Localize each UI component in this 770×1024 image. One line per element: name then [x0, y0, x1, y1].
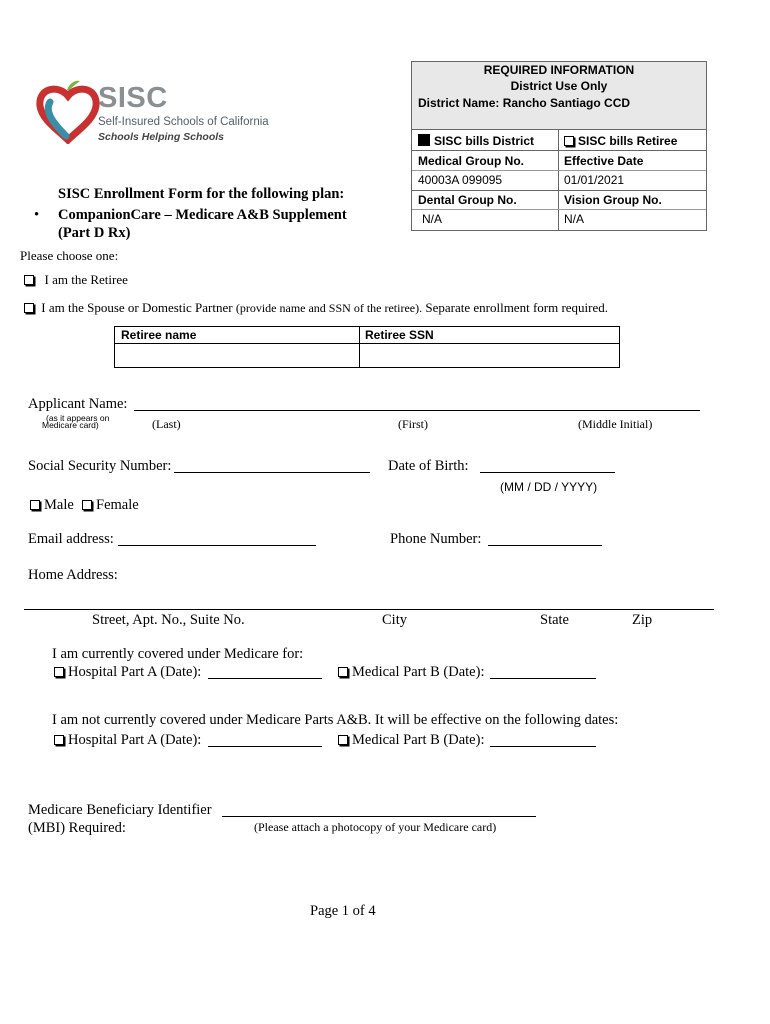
phone-field[interactable] — [488, 545, 602, 546]
covered-part-b-date-field[interactable] — [490, 678, 596, 679]
option-retiree[interactable]: I am the Retiree — [24, 272, 128, 288]
plan-bullet: • — [34, 207, 40, 223]
dob-format: (MM / DD / YYYY) — [500, 480, 598, 494]
middle-initial-caption: (Middle Initial) — [578, 417, 653, 431]
checkbox-bills-retiree[interactable] — [564, 136, 574, 146]
page-number: Page 1 of 4 — [310, 903, 376, 919]
checkbox-bills-district[interactable] — [418, 134, 430, 146]
dob-label: Date of Birth: — [388, 458, 469, 474]
checkbox-not-covered-part-a[interactable] — [54, 735, 64, 745]
retiree-table — [114, 326, 620, 368]
logo-tagline: Schools Helping Schools — [98, 131, 225, 143]
district-name: District Name: Rancho Santiago CCD — [418, 96, 631, 110]
checkbox-covered-part-b[interactable] — [338, 667, 348, 677]
sisc-bills-district[interactable]: SISC bills District — [418, 134, 534, 148]
city-caption: City — [382, 612, 407, 628]
applicant-note-2: Medicare card) — [42, 420, 99, 430]
ssn-label: Social Security Number: — [28, 458, 172, 474]
medical-group-value: 40003A 099095 — [418, 173, 503, 187]
retiree-ssn-field[interactable] — [360, 344, 619, 367]
sisc-bills-retiree[interactable]: SISC bills Retiree — [564, 134, 677, 148]
checkbox-spouse[interactable] — [24, 303, 34, 313]
zip-caption: Zip — [632, 612, 653, 628]
dental-group-value: N/A — [422, 212, 443, 226]
option-spouse[interactable]: I am the Spouse or Domestic Partner (provide name and SSN of the retiree). Separate enrollment form required. — [24, 300, 608, 316]
retiree-ssn-header: Retiree SSN — [365, 328, 434, 342]
choose-prompt: Please choose one: — [20, 248, 119, 263]
checkbox-retiree[interactable] — [24, 275, 34, 285]
vision-group-label: Vision Group No. — [564, 193, 662, 207]
effective-date-label: Effective Date — [564, 154, 644, 168]
divider — [558, 129, 559, 230]
mbi-label: Medicare Beneficiary Identifier — [28, 802, 212, 818]
mbi-note: (Please attach a photocopy of your Medicare card) — [254, 820, 497, 834]
ssn-field[interactable] — [174, 472, 370, 473]
plan-name: CompanionCare – Medicare A&B Supplement — [58, 207, 347, 223]
sisc-logo — [36, 78, 100, 144]
not-covered-part-b[interactable]: Medical Part B (Date): — [338, 732, 484, 749]
divider — [412, 209, 706, 210]
district-use-only: District Use Only — [510, 79, 608, 93]
medical-group-label: Medical Group No. — [418, 154, 525, 168]
divider — [412, 190, 706, 191]
covered-heading: I am currently covered under Medicare for: — [52, 646, 304, 662]
retiree-name-field[interactable] — [115, 344, 359, 367]
covered-part-a[interactable]: Hospital Part A (Date): — [54, 664, 201, 681]
checkbox-covered-part-a[interactable] — [54, 667, 64, 677]
plan-heading: SISC Enrollment Form for the following plan: — [58, 186, 345, 202]
required-info-title: REQUIRED INFORMATION — [483, 63, 635, 77]
dental-group-label: Dental Group No. — [418, 193, 517, 207]
applicant-note-1: (as it appears on — [46, 413, 110, 423]
not-covered-part-b-date-field[interactable] — [490, 746, 596, 747]
first-name-caption: (First) — [398, 417, 428, 431]
home-address-label: Home Address: — [28, 567, 118, 583]
home-address-field[interactable] — [24, 609, 714, 610]
phone-label: Phone Number: — [390, 531, 482, 547]
covered-part-a-date-field[interactable] — [208, 678, 322, 679]
mbi-field[interactable] — [222, 816, 536, 817]
applicant-name-label: Applicant Name: — [28, 396, 128, 412]
checkbox-not-covered-part-b[interactable] — [338, 735, 348, 745]
retiree-name-header: Retiree name — [121, 328, 197, 342]
checkbox-male[interactable] — [30, 500, 40, 510]
checkbox-female[interactable] — [82, 500, 92, 510]
email-label: Email address: — [28, 531, 114, 547]
divider — [412, 150, 706, 151]
street-caption: Street, Apt. No., Suite No. — [92, 612, 245, 628]
mbi-required-label: (MBI) Required: — [28, 820, 126, 836]
effective-date-value: 01/01/2021 — [564, 173, 625, 187]
not-covered-heading: I am not currently covered under Medicare Parts A&B. It will be effective on the following dates: — [52, 712, 619, 728]
gender-male[interactable]: Male — [30, 497, 74, 514]
state-caption: State — [540, 612, 569, 628]
logo-title: SISC — [98, 82, 168, 114]
not-covered-part-a[interactable]: Hospital Part A (Date): — [54, 732, 201, 749]
applicant-name-field[interactable] — [134, 410, 700, 411]
vision-group-value: N/A — [564, 212, 585, 226]
dob-field[interactable] — [480, 472, 615, 473]
required-info-box — [411, 61, 707, 231]
logo-subtitle: Self-Insured Schools of California — [98, 116, 269, 128]
covered-part-b[interactable]: Medical Part B (Date): — [338, 664, 484, 681]
divider — [412, 170, 706, 171]
email-field[interactable] — [118, 545, 316, 546]
apple-heart-icon — [36, 78, 100, 144]
not-covered-part-a-date-field[interactable] — [208, 746, 322, 747]
gender-female[interactable]: Female — [82, 497, 139, 514]
last-name-caption: (Last) — [152, 417, 181, 431]
plan-name-part-d: (Part D Rx) — [58, 225, 131, 241]
